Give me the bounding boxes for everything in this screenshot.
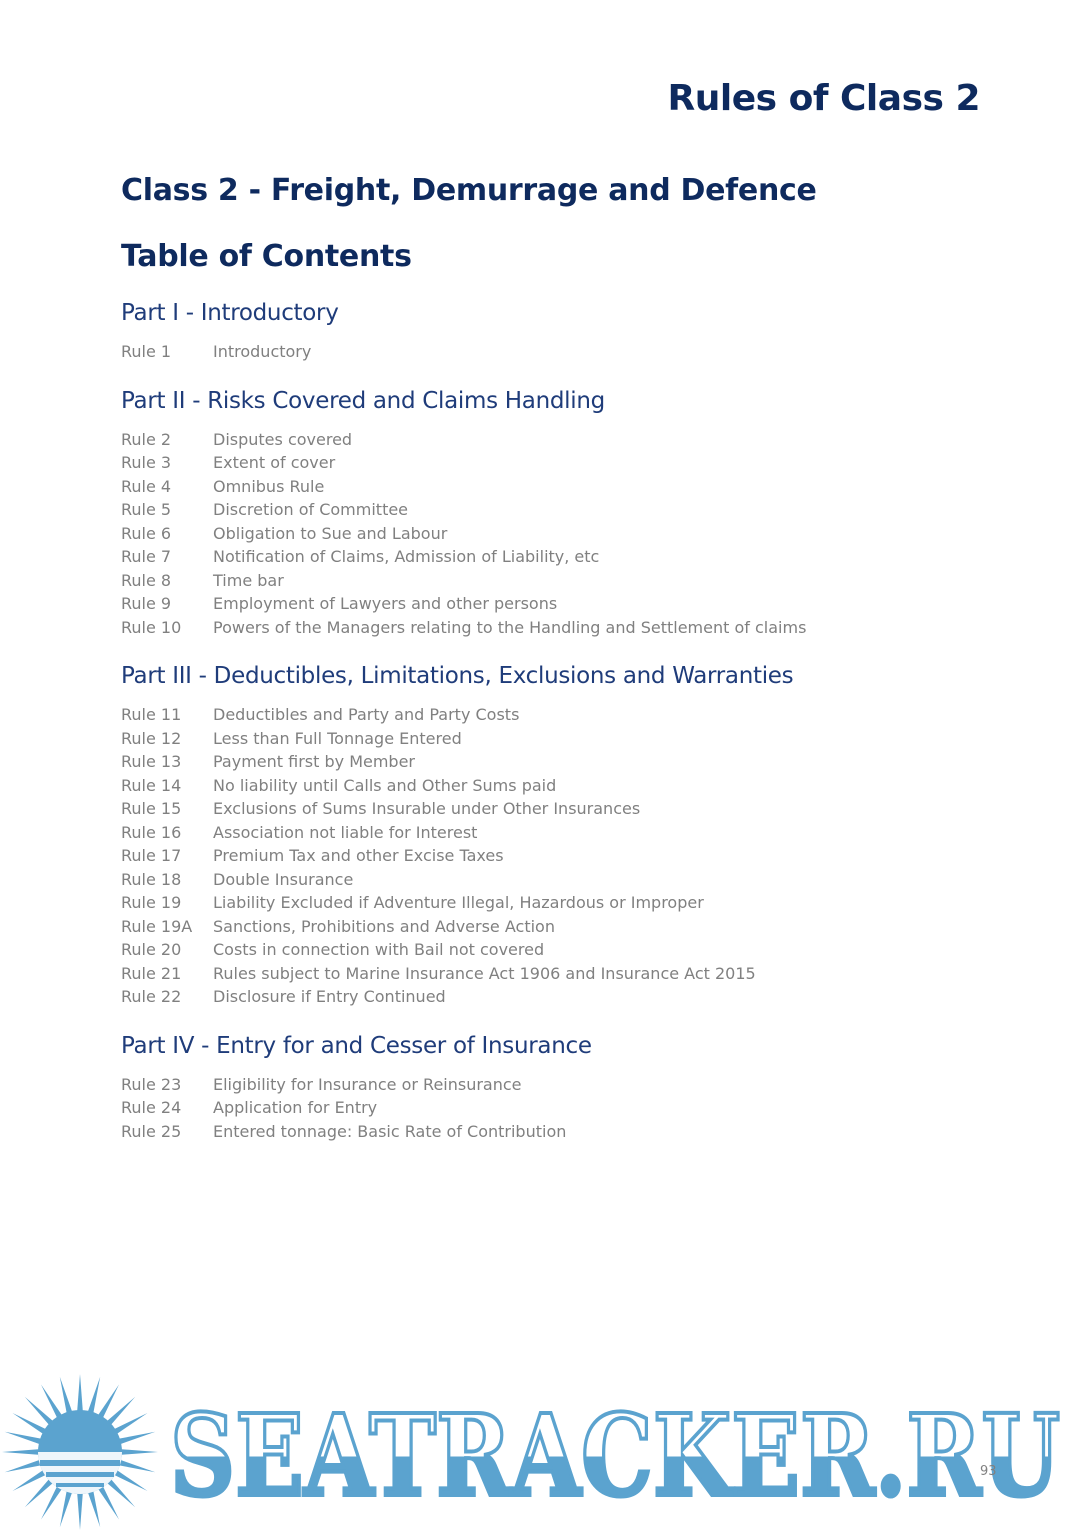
watermark-text: SEATRACKER.RU (170, 1395, 1060, 1507)
rule-title: Discretion of Committee (213, 500, 409, 519)
toc-entry-rule-19a[interactable] (121, 915, 981, 939)
rule-number: Rule 25 (121, 1121, 182, 1141)
toc-entry-rule-2[interactable] (121, 428, 981, 452)
sun-ray (118, 1432, 156, 1445)
rule-number: Rule 16 (121, 822, 182, 842)
sun-ray (2, 1449, 40, 1455)
rule-title: Employment of Lawyers and other persons (213, 594, 558, 613)
toc-part-1 (121, 296, 981, 364)
rule-number: Rule 7 (121, 547, 172, 566)
rule-number: Rule 24 (121, 1098, 182, 1117)
rule-title: Application for Entry (213, 1098, 378, 1117)
rule-number: Rule 8 (121, 570, 172, 590)
toc-entry-rule-22[interactable] (121, 985, 981, 1009)
rule-title: Introductory (213, 342, 312, 361)
rule-number: Rule 13 (121, 752, 182, 771)
rule-title: Entered tonnage: Basic Rate of Contribution (213, 1121, 567, 1141)
rule-number: Rule 4 (121, 476, 172, 496)
toc-entry-rule-20[interactable] (121, 938, 981, 962)
rule-number: Rule 5 (121, 500, 172, 519)
page-header-title: Rules of Class 2 (667, 78, 980, 119)
rule-title: Payment first by Member (213, 752, 416, 771)
rule-title: Notification of Claims, Admission of Liability, etc (213, 547, 600, 566)
document-title: Class 2 - Freight, Demurrage and Defence (121, 173, 817, 208)
toc-entry-rule-15[interactable] (121, 797, 981, 821)
toc-entry-rule-19[interactable] (121, 891, 981, 915)
rule-title: Extent of cover (213, 453, 336, 472)
rule-title: Omnibus Rule (213, 476, 325, 496)
rule-number: Rule 15 (121, 799, 182, 818)
toc-part-3 (121, 659, 981, 1009)
rule-title: Exclusions of Sums Insurable under Other Insurances (213, 799, 641, 818)
rule-title: Sanctions, Prohibitions and Adverse Action (213, 916, 555, 936)
toc-entry-rule-13[interactable] (121, 750, 981, 774)
document-content (121, 168, 981, 1143)
toc-entry-rule-23[interactable] (121, 1073, 981, 1097)
rule-title: Costs in connection with Bail not covered (213, 940, 545, 959)
part-title: Part II - Risks Covered and Claims Handling (121, 387, 605, 414)
toc-entry-rule-12[interactable] (121, 727, 981, 751)
toc-entry-rule-10[interactable] (121, 616, 981, 640)
part-title: Part I - Introductory (121, 300, 339, 326)
sun-ray (88, 1377, 101, 1415)
toc-entry-rule-7[interactable] (121, 545, 981, 569)
rule-title: Premium Tax and other Excise Taxes (213, 846, 504, 865)
sun-ray (118, 1460, 156, 1473)
sun-ray (60, 1490, 73, 1528)
toc-entry-rule-4[interactable] (121, 475, 981, 499)
rule-title: Obligation to Sue and Labour (213, 523, 448, 543)
rule-number: Rule 11 (121, 705, 182, 724)
rule-title: Eligibility for Insurance or Reinsurance (213, 1074, 522, 1094)
rule-number: Rule 20 (121, 940, 182, 959)
rule-number: Rule 19A (121, 916, 193, 936)
part-title: Part III - Deductibles, Limitations, Exclusions and Warranties (121, 663, 794, 689)
rule-number: Rule 10 (121, 617, 182, 637)
rule-title: No liability until Calls and Other Sums paid (213, 775, 557, 795)
rule-title: Liability Excluded if Adventure Illegal, Hazardous or Improper (213, 893, 704, 912)
sun-ray (88, 1490, 101, 1528)
rule-number: Rule 9 (121, 594, 172, 613)
toc-part-4 (121, 1029, 981, 1144)
toc-entry-rule-17[interactable] (121, 844, 981, 868)
toc-entry-rule-18[interactable] (121, 868, 981, 892)
rule-title: Double Insurance (213, 869, 354, 889)
toc-entry-rule-5[interactable] (121, 498, 981, 522)
watermark-logo (170, 1395, 1070, 1507)
rule-title: Deductibles and Party and Party Costs (213, 705, 520, 724)
toc-entry-rule-25[interactable] (121, 1120, 981, 1144)
rule-number: Rule 2 (121, 429, 172, 449)
page-number: 93 (980, 1464, 997, 1479)
rule-number: Rule 21 (121, 963, 182, 983)
sun-logo-icon (0, 1372, 160, 1532)
toc-entry-rule-16[interactable] (121, 821, 981, 845)
rule-number: Rule 6 (121, 523, 172, 543)
toc-entry-rule-21[interactable] (121, 962, 981, 986)
rule-title: Association not liable for Interest (213, 822, 478, 842)
toc-part-2 (121, 384, 981, 640)
sun-ray (60, 1377, 73, 1415)
rule-title: Less than Full Tonnage Entered (213, 728, 462, 748)
rule-title: Rules subject to Marine Insurance Act 1906 and Insurance Act 2015 (213, 963, 756, 983)
rule-number: Rule 19 (121, 893, 182, 912)
rule-number: Rule 3 (121, 453, 172, 472)
toc-entry-rule-1[interactable] (121, 340, 981, 364)
rule-number: Rule 18 (121, 869, 182, 889)
toc-entry-rule-6[interactable] (121, 522, 981, 546)
rule-title: Disputes covered (213, 429, 353, 449)
rule-title: Time bar (213, 570, 284, 590)
rule-title: Disclosure if Entry Continued (213, 987, 446, 1006)
toc-heading: Table of Contents (121, 239, 412, 274)
sun-ray (5, 1432, 43, 1445)
rule-number: Rule 23 (121, 1074, 182, 1094)
sun-ray (77, 1374, 83, 1412)
part-title: Part IV - Entry for and Cesser of Insurance (121, 1032, 592, 1059)
toc-entry-rule-24[interactable] (121, 1096, 981, 1120)
rule-number: Rule 14 (121, 775, 182, 795)
rule-title: Powers of the Managers relating to the Handling and Settlement of claims (213, 617, 807, 637)
toc-entry-rule-3[interactable] (121, 451, 981, 475)
sun-ray (5, 1460, 43, 1473)
sun-ray (120, 1449, 158, 1455)
rule-number: Rule 12 (121, 728, 182, 748)
toc-entry-rule-11[interactable] (121, 703, 981, 727)
rule-number: Rule 1 (121, 342, 172, 361)
toc-entry-rule-9[interactable] (121, 592, 981, 616)
toc-entry-rule-8[interactable] (121, 569, 981, 593)
toc-entry-rule-14[interactable] (121, 774, 981, 798)
sun-ray (77, 1492, 83, 1530)
rule-number: Rule 22 (121, 987, 182, 1006)
rule-number: Rule 17 (121, 846, 182, 865)
